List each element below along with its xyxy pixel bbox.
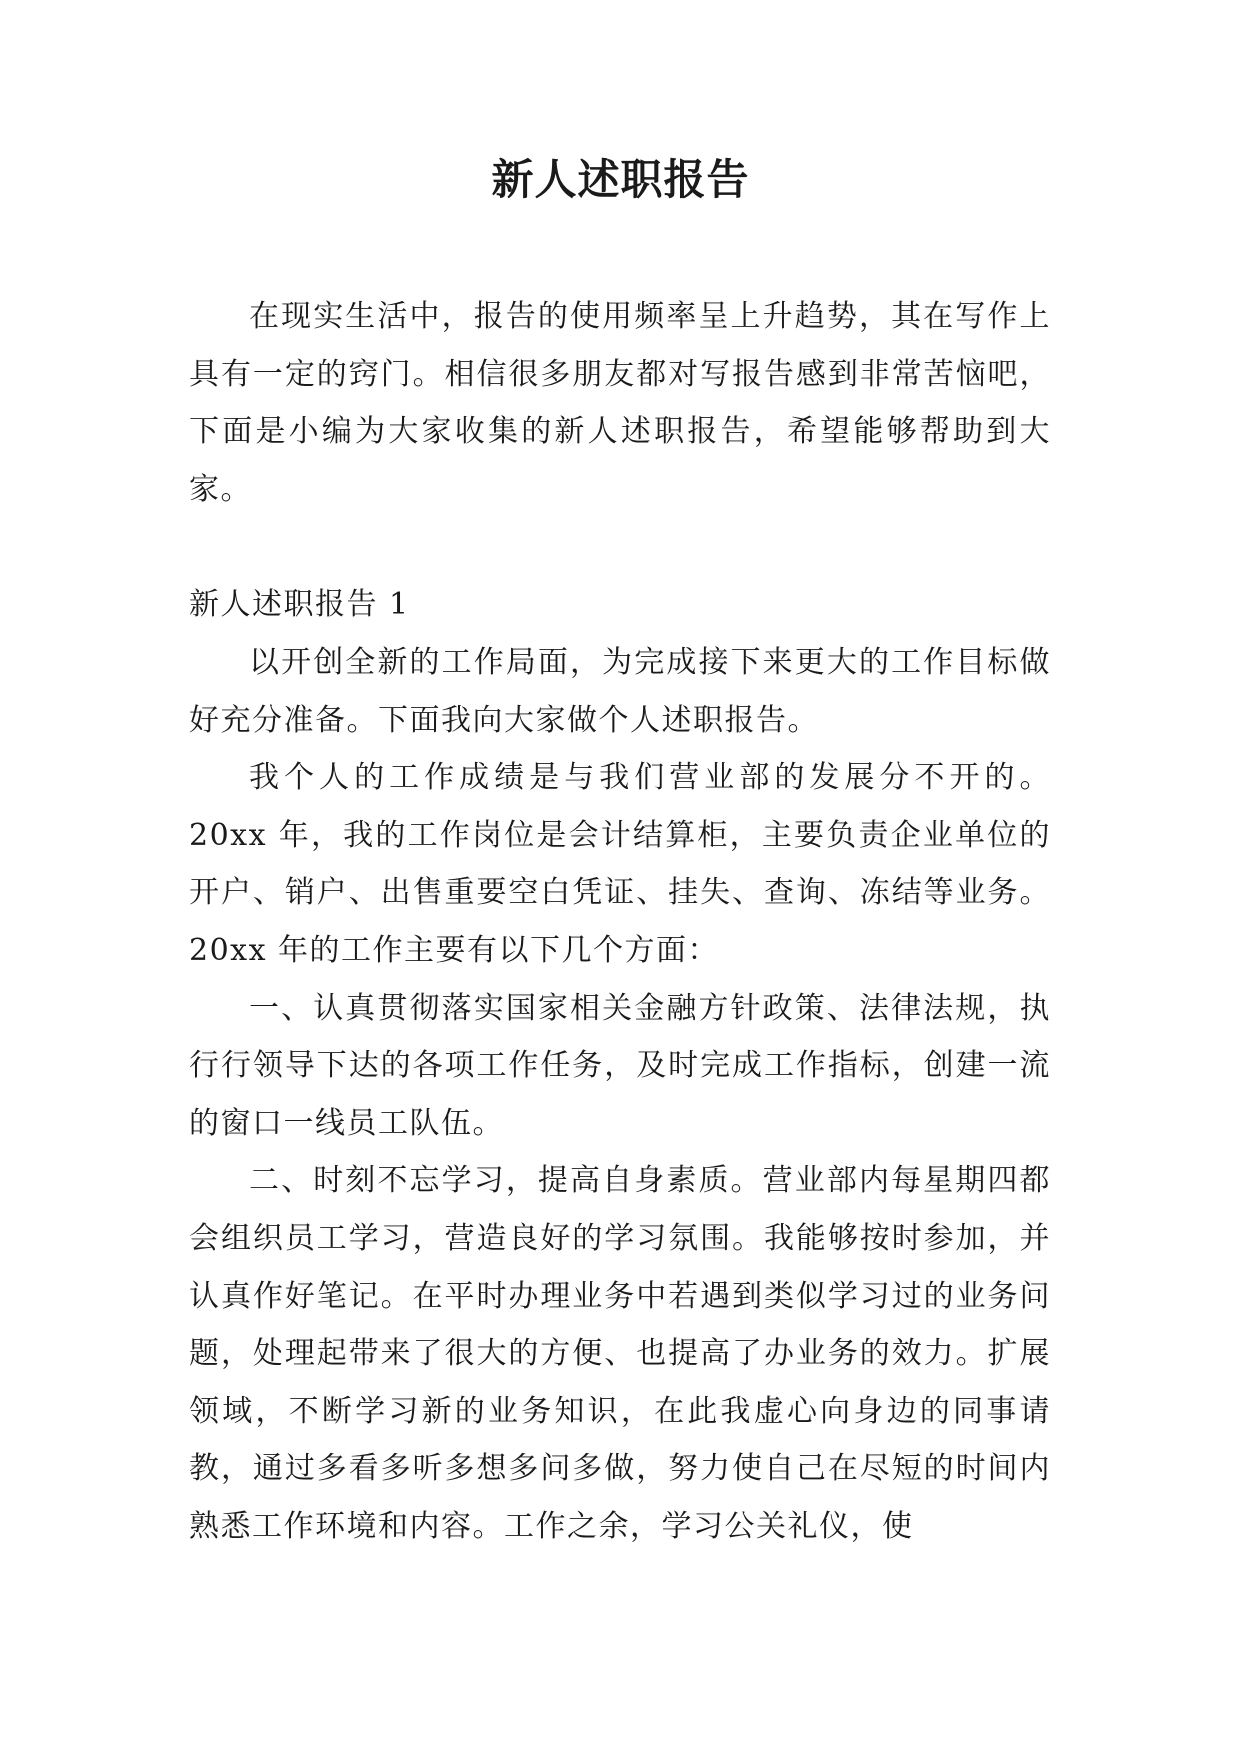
document-body [189, 288, 1051, 1555]
body-paragraph: 二、时刻不忘学习，提高自身素质。营业部内每星期四都会组织员工学习，营造良好的学习氛围。我能够按时参加，并认真作好笔记。在平时办理业务中若遇到类似学习过的业务问题，处理起带来了很大的方便、也提高了办业务的效力。扩展领域，不断学习新的业务知识，在此我虚心向身边的同事请教，通过多看多听多想多问多做，努力使自己在尽短的时间内熟悉工作环境和内容。工作之余，学习公关礼仪，使 [189, 1163, 1051, 1544]
section-heading: 新人述职报告 1 [189, 587, 410, 623]
document-title: 新人述职报告 [491, 155, 750, 204]
body-paragraph: 一、认真贯彻落实国家相关金融方针政策、法律法规，执行行领导下达的各项工作任务，及时完成工作指标，创建一流的窗口一线员工队伍。 [189, 990, 1051, 1141]
body-paragraph: 以开创全新的工作局面，为完成接下来更大的工作目标做好充分准备。下面我向大家做个人述职报告。 [189, 644, 1051, 738]
body-paragraph: 我个人的工作成绩是与我们营业部的发展分不开的。20xx 年，我的工作岗位是会计结算柜，主要负责企业单位的开户、销户、出售重要空白凭证、挂失、查询、冻结等业务。20xx 年的工作主要有以下几个方面： [189, 760, 1051, 968]
intro-paragraph: 在现实生活中，报告的使用频率呈上升趋势，其在写作上具有一定的窍门。相信很多朋友都对写报告感到非常苦恼吧，下面是小编为大家收集的新人述职报告，希望能够帮助到大家。 [189, 299, 1051, 507]
paragraph-spacer [189, 518, 1051, 576]
